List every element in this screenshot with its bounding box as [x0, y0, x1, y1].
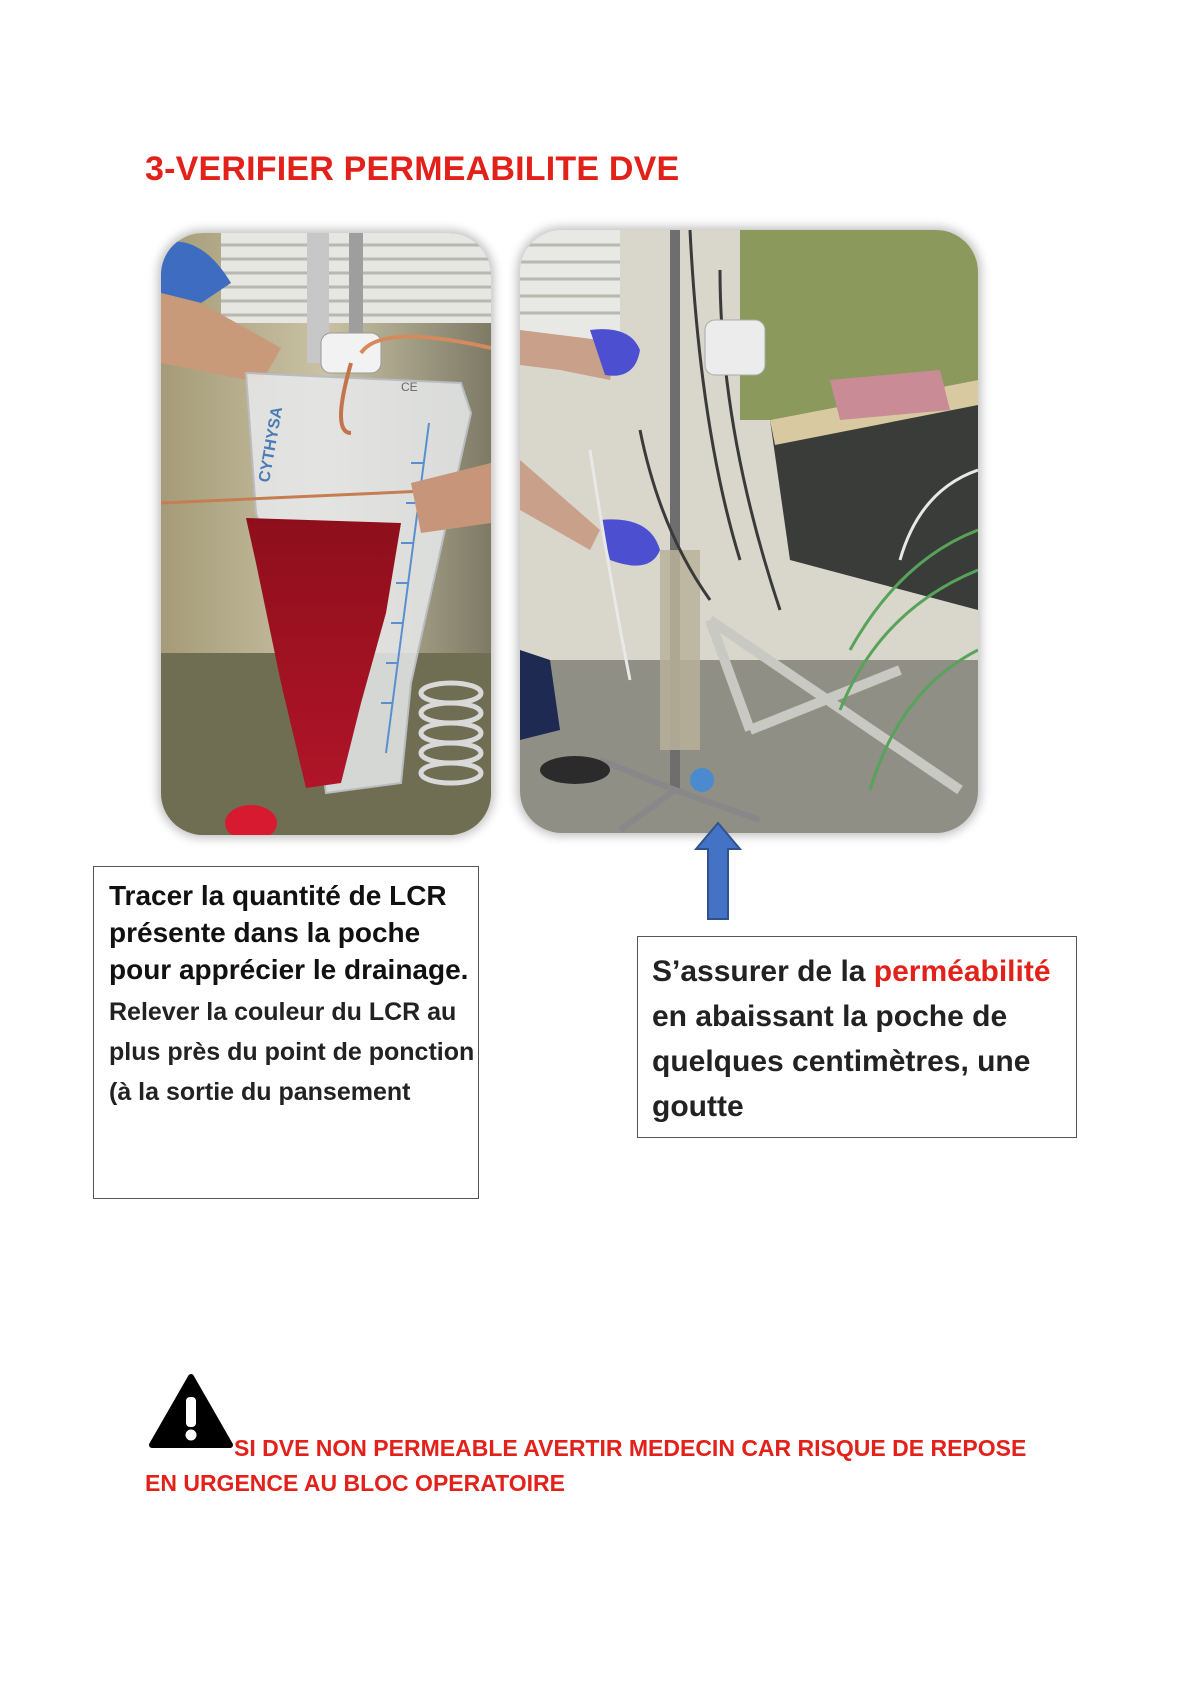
warning-triangle-icon [148, 1373, 234, 1449]
drainage-instruction-box [93, 866, 479, 1199]
permeability-text-after: en abaissant la poche de quelques centimètres, une goutte [652, 1000, 1031, 1123]
drainage-instruction-bold: Tracer la quantité de LCR présente dans la poche pour apprécier le drainage. [109, 880, 469, 985]
warning-text-line2: EN URGENCE AU BLOC OPERATOIRE [145, 1470, 565, 1496]
permeability-instruction-box [637, 936, 1077, 1138]
page-title: 3-VERIFIER PERMEABILITE DVE [145, 150, 680, 188]
ce-mark: CE [401, 380, 418, 394]
bag-brand-label: CYTHYSA [256, 405, 287, 484]
permeability-instruction-text [652, 949, 1072, 1129]
drainage-bag-photo [161, 233, 491, 835]
permeability-text-before: S’assurer de la [652, 955, 874, 988]
permeability-highlight: perméabilité [873, 955, 1051, 988]
warning-text-line1: SI DVE NON PERMEABLE AVERTIR MEDECIN CAR RISQUE DE REPOSE [234, 1435, 1027, 1461]
arrow-up-icon [694, 821, 742, 921]
drainage-instruction-detail: Relever la couleur du LCR au plus près du point de ponction (à la sortie du pansement [109, 998, 475, 1106]
bedside-photo [520, 230, 978, 833]
